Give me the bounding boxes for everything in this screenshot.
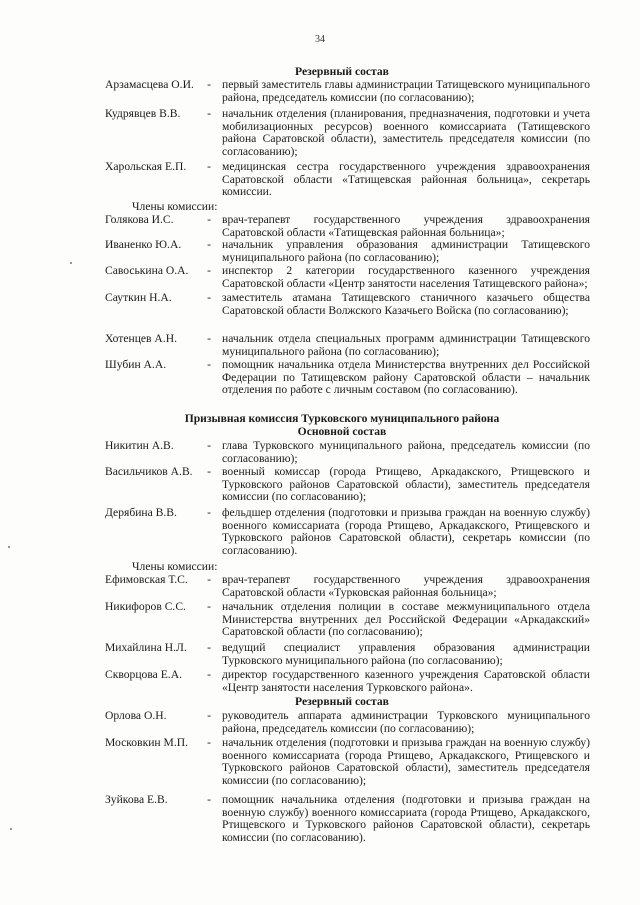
member-entry: Московкин М.П. - начальник отделения (подготовки и призыва граждан на военную службу) военного комиссариата (города Ртищево, Аркадакского, Ртищевского и Турковского районов Саратовской области), заместитель председателя комиссии (по согласованию); (105, 736, 590, 787)
member-position: глава Турковского муниципального района, председатель комиссии (по согласованию); (222, 439, 590, 465)
member-entry: Сауткин Н.А. - заместитель атамана Татищевского станичного казачьего общества Саратовской области Волжского Казачьего Войска (по согласованию); (105, 291, 590, 317)
reserve-heading: Резервный состав (295, 695, 389, 708)
member-position: врач-терапевт государственного учреждения здравоохранения Саратовской области «Татищевская районная больница»; (222, 213, 590, 239)
member-entry: Иваненко Ю.А. - начальник управления образования администрации Татищевского муниципального района (по согласованию); (105, 238, 590, 264)
member-position: начальник отделения полиции в составе межмуниципального отдела Министерства внутренних дел Российской Федерации «Аркадакский» Саратовской области (по согласованию); (222, 600, 590, 639)
member-name: Васильчиков А.В. (105, 465, 193, 478)
member-entry: Хотенцев А.Н. - начальник отдела специальных программ администрации Татищевского муниципального района (по согласованию); (105, 332, 590, 358)
member-name: Московкин М.П. (105, 736, 188, 749)
member-position: руководитель аппарата администрации Турковского муниципального района, председатель комиссии (по согласованию); (222, 709, 590, 735)
member-entry: Орлова О.Н. - руководитель аппарата администрации Турковского муниципального района, председатель комиссии (по согласованию); (105, 709, 590, 735)
members-label: Члены комиссии: (132, 560, 218, 573)
member-name: Дерябина В.В. (105, 506, 177, 519)
commission-title: Призывная комиссия Турковского муниципального района (184, 412, 500, 425)
member-position: ведущий специалист управления образования администрации Турковского муниципального района (по согласованию); (222, 641, 590, 667)
member-position: фельдшер отделения (подготовки и призыва граждан на военную службу) военного комиссариата (города Ртищево, Аркадакского, Ртищевского и Турковского районов Саратовской области), секретарь комиссии (по согласованию). (222, 506, 590, 557)
member-name: Савоськина О.А. (105, 264, 189, 277)
member-name: Голякова И.С. (105, 213, 174, 226)
member-name: Ефимовская Т.С. (105, 573, 188, 586)
member-name: Скворцова Е.А. (105, 668, 182, 681)
member-name: Кудрявцев В.В. (105, 107, 181, 120)
member-name: Зуйкова Е.В. (105, 793, 168, 806)
scan-speck (8, 546, 10, 548)
member-entry: Голякова И.С. - врач-терапевт государственного учреждения здравоохранения Саратовской области «Татищевская районная больница»; (105, 213, 590, 239)
member-name: Хотенцев А.Н. (105, 332, 177, 345)
member-position: начальник отдела специальных программ администрации Татищевского муниципального района (по согласованию); (222, 332, 590, 358)
member-name: Шубин А.А. (105, 358, 167, 371)
reserve-heading: Резервный состав (295, 65, 389, 78)
scan-speck (10, 828, 12, 830)
member-name: Харольская Е.П. (105, 160, 187, 173)
page-number: 34 (315, 34, 325, 45)
member-position: начальник управления образования администрации Татищевского муниципального района (по согласованию); (222, 238, 590, 264)
member-entry: Кудрявцев В.В. - начальник отделения (планирования, предназначения, подготовки и учета мобилизационных ресурсов) военного комиссариата (Татищевского района Саратовской области), заместитель председателя комиссии (по согласованию); (105, 107, 590, 158)
member-position: медицинская сестра государственного учреждения здравоохранения Саратовской области «Татищевская районная больница», секретарь комиссии. (222, 160, 590, 199)
member-position: инспектор 2 категории государственного казенного учреждения Саратовской области «Центр занятости населения Татищевского района»; (222, 264, 590, 290)
member-entry: Васильчиков А.В. - военный комиссар (города Ртищево, Аркадакского, Ртищевского и Турковского районов Саратовской области), заместитель председателя комиссии (по согласованию); (105, 465, 590, 504)
member-position: начальник отделения (подготовки и призыва граждан на военную службу) военного комиссариата (города Ртищево, Аркадакского, Ртищевского и Турковского районов Саратовской области), заместитель председателя комиссии (по согласованию); (222, 736, 590, 787)
members-label: Члены комиссии: (132, 200, 218, 213)
member-entry: Зуйкова Е.В. - помощник начальника отделения (подготовки и призыва граждан на военную службу) военного комиссариата (города Ртищево, Аркадакского, Ртищевского и Турковского районов Саратовской области), секретарь комиссии (по согласованию). (105, 793, 590, 844)
member-position: директор государственного казенного учреждения Саратовской области «Центр занятости населения Турковского района». (222, 668, 590, 694)
member-position: помощник начальника отдела Министерства внутренних дел Российской Федерации по Татищевском району Саратовской области – начальник отделения по работе с личным составом (по согласованию). (222, 358, 590, 397)
member-name: Сауткин Н.А. (105, 291, 172, 304)
member-entry: Никитин А.В. - глава Турковского муниципального района, председатель комиссии (по согласованию); (105, 439, 590, 465)
member-name: Орлова О.Н. (105, 709, 167, 722)
member-name: Арзамасцева О.И. (105, 78, 194, 91)
member-entry: Савоськина О.А. - инспектор 2 категории государственного казенного учреждения Саратовской области «Центр занятости населения Татищевского района»; (105, 264, 590, 290)
member-entry: Михайлина Н.Л. - ведущий специалист управления образования администрации Турковского муниципального района (по согласованию); (105, 641, 590, 667)
member-entry: Скворцова Е.А. - директор государственного казенного учреждения Саратовской области «Центр занятости населения Турковского района». (105, 668, 590, 694)
member-position: заместитель атамана Татищевского станичного казачьего общества Саратовской области Волжского Казачьего Войска (по согласованию); (222, 291, 590, 317)
member-position: военный комиссар (города Ртищево, Аркадакского, Ртищевского и Турковского районов Саратовской области), заместитель председателя комиссии (по согласованию); (222, 465, 590, 504)
member-name: Иваненко Ю.А. (105, 238, 182, 251)
member-entry: Дерябина В.В. - фельдшер отделения (подготовки и призыва граждан на военную службу) военного комиссариата (города Ртищево, Аркадакского, Ртищевского и Турковского районов Саратовской области), секретарь комиссии (по согласованию). (105, 506, 590, 557)
member-entry: Арзамасцева О.И. - первый заместитель главы администрации Татищевского муниципального района, председатель комиссии (по согласованию); (105, 78, 590, 104)
member-entry: Шубин А.А. - помощник начальника отдела Министерства внутренних дел Российской Федерации по Татищевском району Саратовской области – начальник отделения по работе с личным составом (по согласованию). (105, 358, 590, 397)
member-entry: Никифоров С.С. - начальник отделения полиции в составе межмуниципального отдела Министерства внутренних дел Российской Федерации «Аркадакский» Саратовской области (по согласованию); (105, 600, 590, 639)
member-entry: Ефимовская Т.С. - врач-терапевт государственного учреждения здравоохранения Саратовской области «Турковская районная больница»; (105, 573, 590, 599)
main-composition-heading: Основной состав (297, 425, 387, 438)
member-name: Никифоров С.С. (105, 600, 186, 613)
member-position: начальник отделения (планирования, предназначения, подготовки и учета мобилизационных ресурсов) военного комиссариата (Татищевского района Саратовской области), заместитель председателя комиссии (по согласованию); (222, 107, 590, 158)
member-name: Михайлина Н.Л. (105, 641, 187, 654)
scan-speck (70, 262, 72, 264)
member-position: врач-терапевт государственного учреждения здравоохранения Саратовской области «Турковская районная больница»; (222, 573, 590, 599)
member-position: первый заместитель главы администрации Татищевского муниципального района, председатель комиссии (по согласованию); (222, 78, 590, 104)
member-name: Никитин А.В. (105, 439, 174, 452)
member-entry: Харольская Е.П. - медицинская сестра государственного учреждения здравоохранения Саратовской области «Татищевская районная больница», секретарь комиссии. (105, 160, 590, 199)
member-position: помощник начальника отделения (подготовки и призыва граждан на военную службу) военного комиссариата (города Ртищево, Аркадакского, Ртищевского и Турковского районов Саратовской области), секретарь комиссии (по согласованию). (222, 793, 590, 844)
